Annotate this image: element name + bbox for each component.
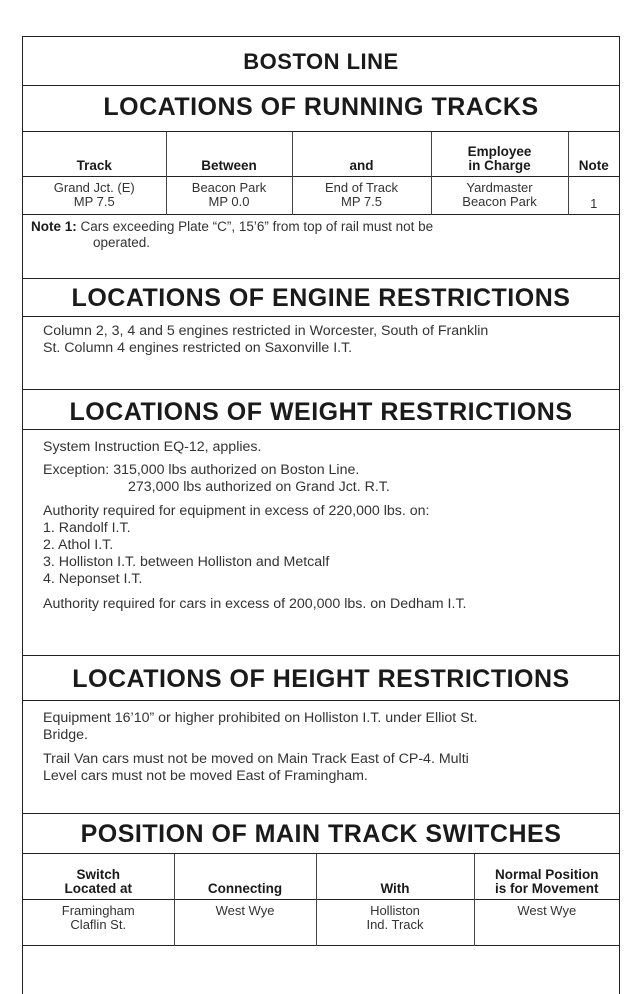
- col-header-and: and: [292, 132, 431, 176]
- weight-exception-line1: Exception: 315,000 lbs authorized on Boston Line.: [43, 461, 360, 478]
- col-header-between: Between: [166, 132, 292, 176]
- switches-title: POSITION OF MAIN TRACK SWITCHES: [23, 814, 619, 854]
- running-tracks-note: [23, 215, 619, 279]
- weight-restrictions-title: LOCATIONS OF WEIGHT RESTRICTIONS: [23, 390, 619, 430]
- cell-switch: [23, 900, 174, 946]
- cell-switch-line2: Claflin St.: [70, 917, 127, 932]
- cell-and-line1: End of Track: [325, 179, 398, 195]
- cell-employee-line2: Beacon Park: [462, 193, 537, 209]
- cell-track: [23, 176, 166, 214]
- col-header-normal-line1: Normal Position: [494, 867, 599, 882]
- height-p2-line2: Level cars must not be moved East of Framingham.: [43, 767, 368, 784]
- weight-list-item: 1. Randolf I.T.: [43, 519, 131, 536]
- cell-track-line2: MP 7.5: [73, 193, 115, 209]
- weight-list-item: 2. Athol I.T.: [43, 536, 114, 553]
- col-header-normal-line2: is for Movement: [494, 881, 599, 896]
- switches-table: [23, 854, 619, 947]
- note-label: Note 1:: [31, 218, 77, 234]
- cell-with: [316, 900, 474, 946]
- col-header-with: With: [316, 854, 474, 900]
- cell-employee-line1: Yardmaster: [466, 179, 533, 195]
- running-tracks-table: [23, 132, 619, 215]
- height-p2-line1: Trail Van cars must not be moved on Main Track East of CP-4. Multi: [43, 750, 469, 767]
- height-restrictions-body: [23, 701, 619, 814]
- engine-line1: Column 2, 3, 4 and 5 engines restricted in Worcester, South of Franklin: [43, 322, 489, 339]
- cell-connecting: West Wye: [174, 900, 316, 946]
- cell-with-line2: Ind. Track: [366, 917, 424, 932]
- running-tracks-title: LOCATIONS OF RUNNING TRACKS: [23, 86, 619, 132]
- weight-list-item: 4. Neponset I.T.: [43, 570, 143, 587]
- cell-and-line2: MP 7.5: [341, 193, 382, 209]
- table-row: [23, 176, 619, 214]
- timetable-page: [22, 36, 620, 994]
- weight-list-item: 3. Holliston I.T. between Holliston and Metcalf: [43, 553, 330, 570]
- col-header-normal: [474, 854, 619, 900]
- cell-and: [292, 176, 431, 214]
- height-restrictions-title: LOCATIONS OF HEIGHT RESTRICTIONS: [23, 656, 619, 701]
- cell-track-line1: Grand Jct. (E): [53, 179, 135, 195]
- weight-authority-intro: Authority required for equipment in excess of 220,000 lbs. on:: [43, 502, 430, 519]
- cell-normal: West Wye: [517, 903, 577, 918]
- col-header-switch-line1: Switch: [76, 867, 120, 882]
- col-header-switch-line2: Located at: [64, 881, 132, 896]
- weight-exception-line2: 273,000 lbs authorized on Grand Jct. R.T.: [128, 478, 390, 495]
- note-text-line1: Cars exceeding Plate “C”, 15’6” from top of rail must not be: [80, 218, 434, 234]
- col-header-connecting: Connecting: [174, 854, 316, 900]
- line-title: BOSTON LINE: [23, 37, 619, 86]
- cell-note: 1: [590, 195, 598, 211]
- weight-authority-cars: Authority required for cars in excess of 200,000 lbs. on Dedham I.T.: [43, 595, 467, 612]
- engine-line2: St. Column 4 engines restricted on Saxonville I.T.: [43, 339, 353, 356]
- engine-restrictions-title: LOCATIONS OF ENGINE RESTRICTIONS: [23, 279, 619, 317]
- col-header-employee-line1: Employee: [467, 143, 532, 159]
- col-header-note: Note: [578, 157, 609, 173]
- col-header-employee-line2: in Charge: [468, 157, 531, 173]
- height-p1-line1: Equipment 16’10” or higher prohibited on Holliston I.T. under Elliot St.: [43, 709, 478, 726]
- cell-with-line1: Holliston: [370, 903, 420, 918]
- cell-switch-line1: Framingham: [61, 903, 135, 918]
- table-row: [23, 900, 619, 946]
- engine-restrictions-body: [23, 317, 619, 390]
- weight-restrictions-body: [23, 430, 619, 656]
- col-header-track: Track: [23, 132, 166, 176]
- col-header-employee: [431, 132, 568, 176]
- cell-between-line1: Beacon Park: [191, 179, 267, 195]
- weight-instruction: System Instruction EQ-12, applies.: [43, 438, 262, 455]
- col-header-switch: [23, 854, 174, 900]
- note-text-line2: operated.: [93, 234, 151, 250]
- cell-between: [166, 176, 292, 214]
- height-p1-line2: Bridge.: [43, 726, 88, 743]
- cell-between-line2: MP 0.0: [208, 193, 250, 209]
- cell-employee: [431, 176, 568, 214]
